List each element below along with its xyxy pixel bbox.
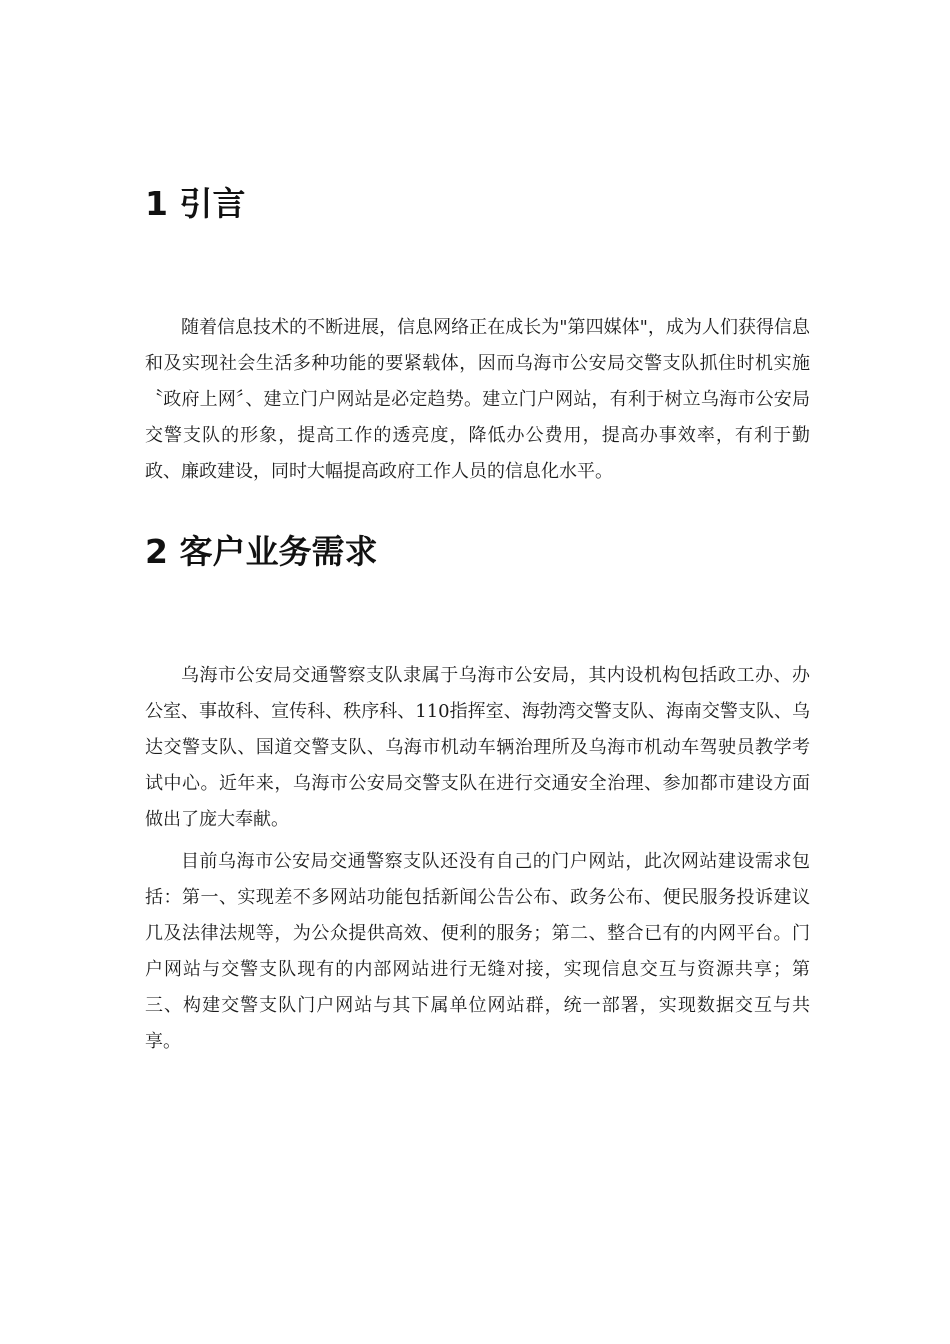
requirements-paragraph-organization: 乌海市公安局交通警察支队隶属于乌海市公安局，其内设机构包括政工办、办公室、事故科、宣传科、秩序科、110指挥室、海勃湾交警支队、海南交警支队、乌达交警支队、国道交警支队、乌海市机动车辆治理所及乌海市机动车驾驶员教学考试中心。近年来，乌海市公安局交警支队在进行交通安全治理、参加都市建设方面做出了庞大奉献。 xyxy=(145,665,810,830)
introduction-paragraph: 随着信息技术的不断进展，信息网络正在成长为"第四媒体"，成为人们获得信息和及实现社会生活多种功能的要紧载体，因而乌海市公安局交警支队抓住时机实施〝政府上网〞、建立门户网站是必定趋势。建立门户网站，有利于树立乌海市公安局交警支队的形象，提高工作的透亮度，降低办公费用，提高办事效率，有利于勤政、廉政建设，同时大幅提高政府工作人员的信息化水平。 xyxy=(145,317,810,482)
requirements-paragraph-website-needs: 目前乌海市公安局交通警察支队还没有自己的门户网站，此次网站建设需求包括：第一、实现差不多网站功能包括新闻公告公布、政务公布、便民服务投诉建议几及法律法规等，为公众提供高效、便利的服务；第二、整合已有的内网平台。门户网站与交警支队现有的内部网站进行无缝对接，实现信息交互与资源共享；第三、构建交警支队门户网站与其下属单位网站群，统一部署，实现数据交互与共享。 xyxy=(145,851,810,1052)
section-heading-introduction: 1 引言 xyxy=(145,184,246,223)
section-heading-customer-requirements: 2 客户业务需求 xyxy=(145,532,378,571)
